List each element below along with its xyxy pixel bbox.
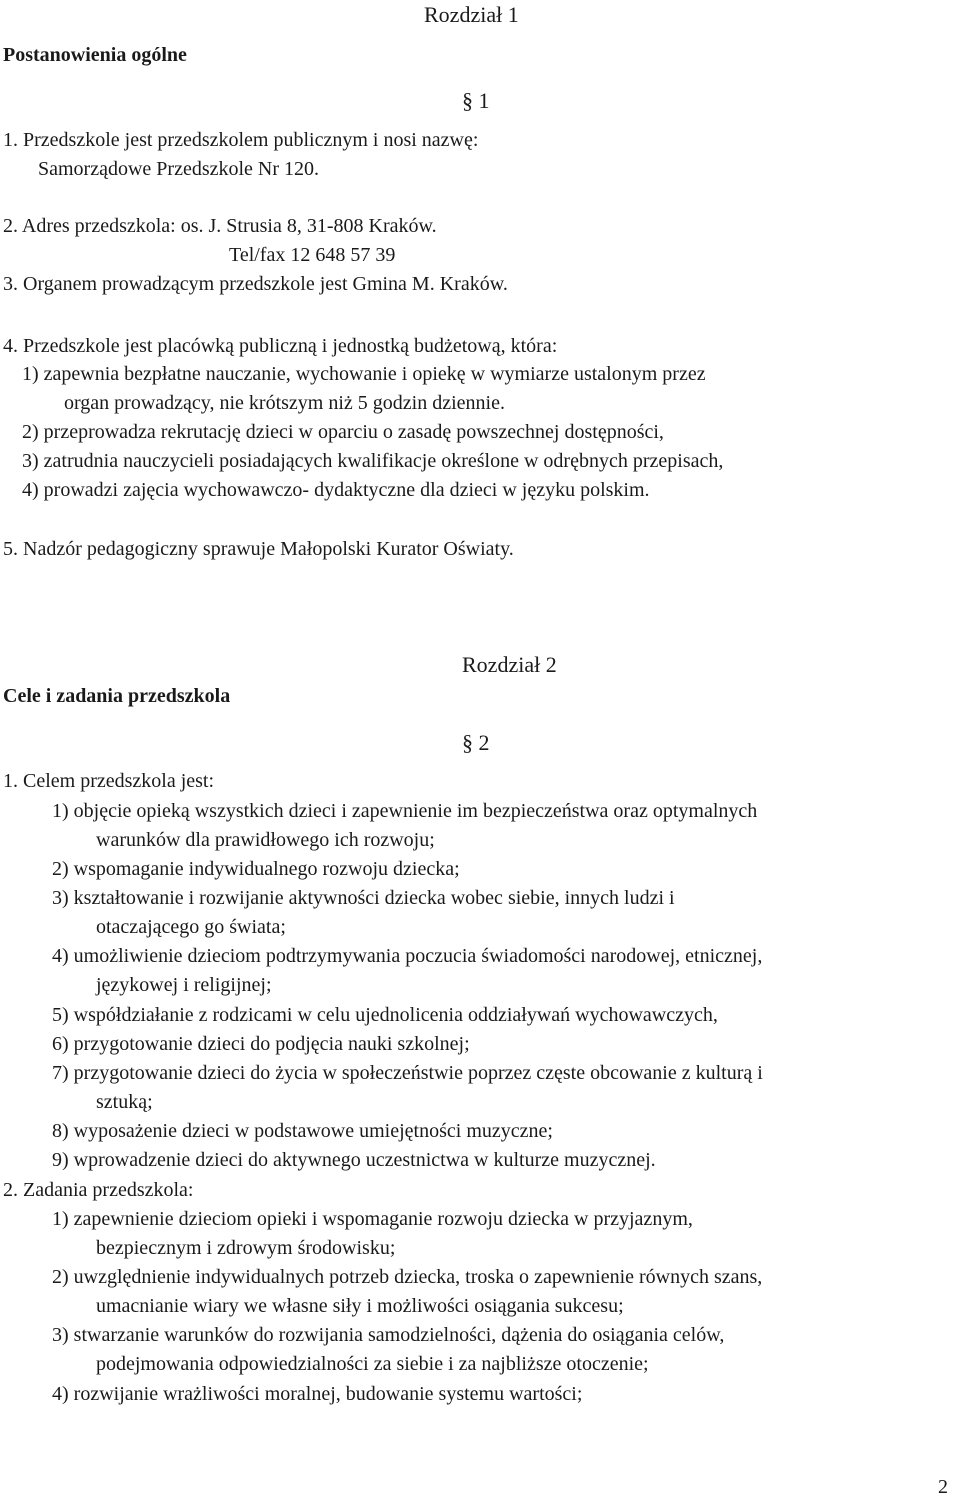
text-line: 4) prowadzi zajęcia wychowawczo- dydaktyczne dla dzieci w języku polskim. [22, 479, 650, 501]
chapter-1-title: Postanowienia ogólne [3, 44, 187, 66]
text-line: bezpiecznym i zdrowym środowisku; [96, 1237, 396, 1259]
text-line: organ prowadzący, nie krótszym niż 5 godzin dziennie. [64, 392, 505, 414]
text-line: 3) kształtowanie i rozwijanie aktywności dziecka wobec siebie, innych ludzi i [52, 887, 675, 909]
text-line: 1) zapewnienie dzieciom opieki i wspomaganie rozwoju dziecka w przyjaznym, [52, 1208, 693, 1230]
text-line: 1. Przedszkole jest przedszkolem publicznym i nosi nazwę: [3, 129, 479, 151]
text-line: 1) objęcie opieką wszystkich dzieci i zapewnienie im bezpieczeństwa oraz optymalnych [52, 800, 758, 822]
text-line: 1. Celem przedszkola jest: [3, 770, 215, 792]
text-line: 2) wspomaganie indywidualnego rozwoju dziecka; [52, 858, 460, 880]
text-line: 2) przeprowadza rekrutację dzieci w oparciu o zasadę powszechnej dostępności, [22, 421, 664, 443]
page-number: 2 [938, 1476, 948, 1498]
text-line: 5) współdziałanie z rodzicami w celu ujednolicenia oddziaływań wychowawczych, [52, 1004, 718, 1026]
text-line: 8) wyposażenie dzieci w podstawowe umiejętności muzyczne; [52, 1120, 553, 1142]
text-line: Tel/fax 12 648 57 39 [229, 244, 396, 266]
text-line: 3) stwarzanie warunków do rozwijania samodzielności, dążenia do osiągania celów, [52, 1324, 725, 1346]
text-line: 2. Zadania przedszkola: [3, 1179, 194, 1201]
text-line: 3) zatrudnia nauczycieli posiadających kwalifikacje określone w odrębnych przepisach, [22, 450, 724, 472]
text-line: podejmowania odpowiedzialności za siebie i za najbliższe otoczenie; [96, 1353, 649, 1375]
text-line: językowej i religijnej; [96, 974, 272, 996]
text-line: 9) wprowadzenie dzieci do aktywnego uczestnictwa w kulturze muzycznej. [52, 1149, 656, 1171]
text-line: 1) zapewnia bezpłatne nauczanie, wychowanie i opiekę w wymiarze ustalonym przez [22, 363, 706, 385]
text-line: 4. Przedszkole jest placówką publiczną i jednostką budżetową, która: [3, 335, 558, 357]
text-line: otaczającego go świata; [96, 916, 286, 938]
text-line: warunków dla prawidłowego ich rozwoju; [96, 829, 435, 851]
text-line: 7) przygotowanie dzieci do życia w społeczeństwie poprzez częste obcowanie z kulturą i [52, 1062, 763, 1084]
paragraph-2-symbol: § 2 [462, 730, 490, 755]
text-line: 3. Organem prowadzącym przedszkole jest Gmina M. Kraków. [3, 273, 508, 295]
chapter-2-heading: Rozdział 2 [462, 652, 557, 677]
text-line: 4) rozwijanie wrażliwości moralnej, budowanie systemu wartości; [52, 1383, 583, 1405]
paragraph-1-symbol: § 1 [462, 88, 490, 113]
text-line: 6) przygotowanie dzieci do podjęcia nauki szkolnej; [52, 1033, 470, 1055]
text-line: Samorządowe Przedszkole Nr 120. [38, 158, 320, 180]
text-line: 4) umożliwienie dzieciom podtrzymywania poczucia świadomości narodowej, etnicznej, [52, 945, 763, 967]
text-line: sztuką; [96, 1091, 153, 1113]
text-line: umacnianie wiary we własne siły i możliwości osiągania sukcesu; [96, 1295, 624, 1317]
text-line: 2. Adres przedszkola: os. J. Strusia 8, 31-808 Kraków. [3, 215, 437, 237]
chapter-2-title: Cele i zadania przedszkola [3, 685, 231, 707]
text-line: 2) uwzględnienie indywidualnych potrzeb dziecka, troska o zapewnienie równych szans, [52, 1266, 763, 1288]
text-line: 5. Nadzór pedagogiczny sprawuje Małopolski Kurator Oświaty. [3, 538, 514, 560]
chapter-1-heading: Rozdział 1 [424, 2, 519, 27]
